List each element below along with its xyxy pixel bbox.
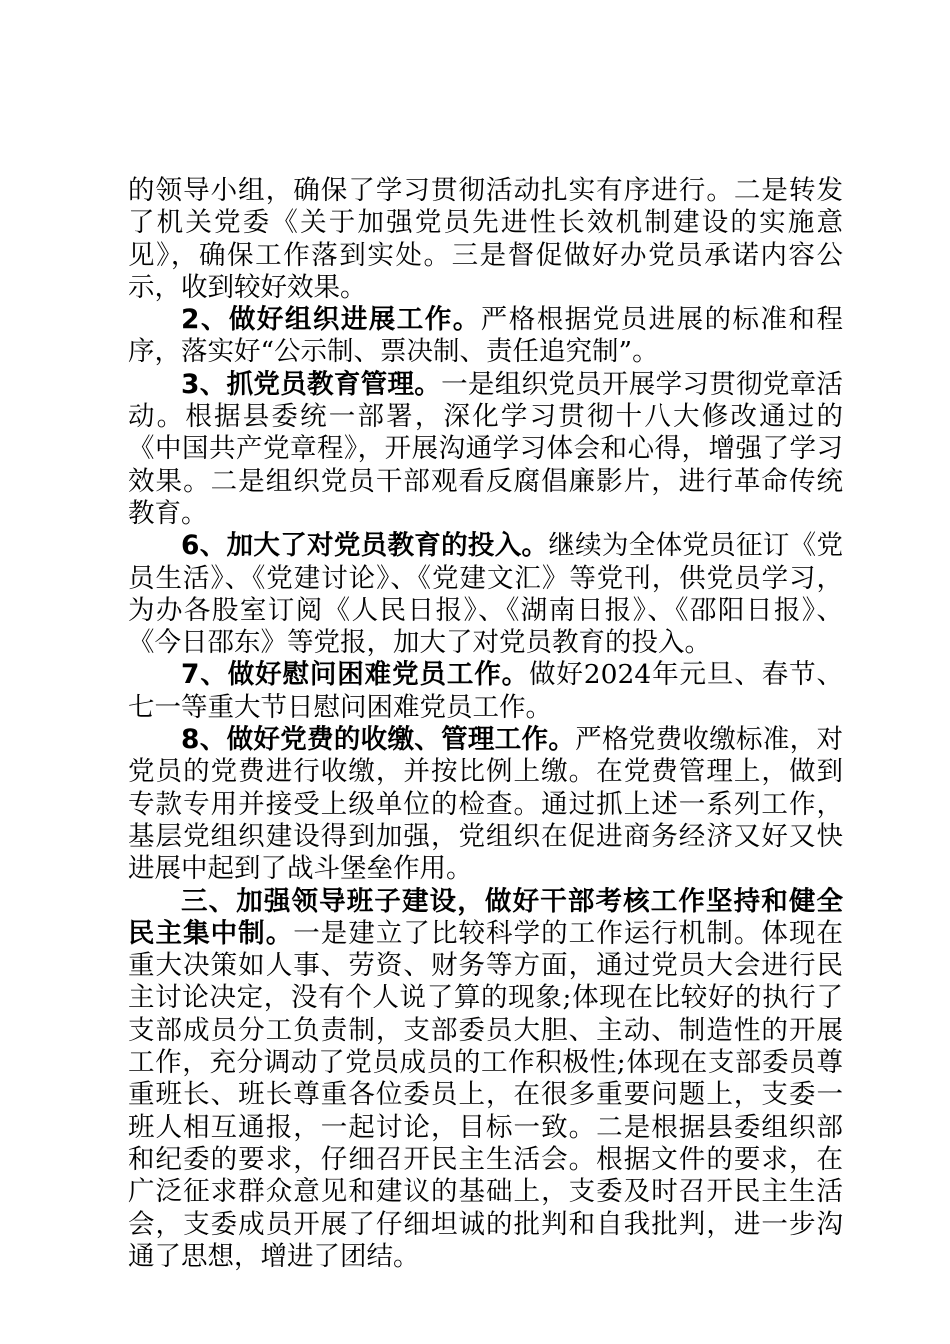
- paragraph-leadership: [128, 886, 843, 1274]
- paragraph-heading: 7、做好慰问困难党员工作。: [181, 659, 530, 691]
- paragraph-heading: 8、做好党费的收缴、管理工作。: [181, 724, 576, 756]
- paragraph-heading: 三、加强领导班子建设，做好干部考核工作坚持和健全民主集中制。: [128, 885, 843, 949]
- paragraph-heading: 2、做好组织进展工作。: [181, 304, 481, 336]
- document-body: [128, 175, 843, 1273]
- paragraph-organization-development: [128, 304, 843, 369]
- paragraph-text: 严格根据党员进展的标准和程序，落实好“公示制、票决制、责任追究制”。: [128, 304, 843, 368]
- paragraph-heading: 6、加大了对党员教育的投入。: [181, 530, 549, 562]
- paragraph-text: 的领导小组，确保了学习贯彻活动扎实有序进行。二是转发了机关党委《关于加强党员先进性长效机制建设的实施意见》，确保工作落到实处。三是督促做好办党员承诺内容公示，收到较好效果。: [128, 175, 843, 303]
- paragraph-continuation: [128, 175, 843, 304]
- paragraph-heading: 3、抓党员教育管理。: [181, 368, 442, 400]
- paragraph-text: 做好2024年元旦、春节、七一等重大节日慰问困难党员工作。: [128, 659, 843, 723]
- paragraph-text: 继续为全体党员征订《党员生活》、《党建讨论》、《党建文汇》等党刊，供党员学习，为办各股室订阅《人民日报》、《湖南日报》、《邵阳日报》、《今日邵东》等党报，加大了对党员教育的投入。: [128, 530, 843, 659]
- paragraph-education-investment: [128, 530, 843, 659]
- paragraph-text: 一是建立了比较科学的工作运行机制。体现在重大决策如人事、劳资、财务等方面，通过党员大会进行民主讨论决定，没有个人说了算的现象;体现在比较好的执行了支部成员分工负责制，支部委员大胆、主动、制造性的开展工作，充分调动了党员成员的工作积极性;体现在支部委员尊重班长、班长尊重各位委员上，在很多重要问题上，支委一班人相互通报，一起讨论，目标一致。二是根据县委组织部和纪委的要求，仔细召开民主生活会。根据文件的要求，在广泛征求群众意见和建议的基础上，支委及时召开民主生活会，支委成员开展了仔细坦诚的批判和自我批判，进一步沟通了思想，增进了团结。: [128, 917, 844, 1272]
- paragraph-member-education: [128, 369, 843, 530]
- paragraph-text: 严格党费收缴标准，对党员的党费进行收缴，并按比例上缴。在党费管理上，做到专款专用并接受上级单位的检查。通过抓上述一系列工作，基层党组织建设得到加强，党组织在促进商务经济又好又快进展中起到了战斗堡垒作用。: [128, 724, 843, 885]
- paragraph-condolence: [128, 659, 843, 724]
- paragraph-party-fees: [128, 724, 843, 885]
- paragraph-text: 一是组织党员开展学习贯彻党章活动。根据县委统一部署，深化学习贯彻十八大修改通过的《中国共产党章程》，开展沟通学习体会和心得，增强了学习效果。二是组织党员干部观看反腐倡廉影片，进行革命传统教育。: [128, 368, 843, 529]
